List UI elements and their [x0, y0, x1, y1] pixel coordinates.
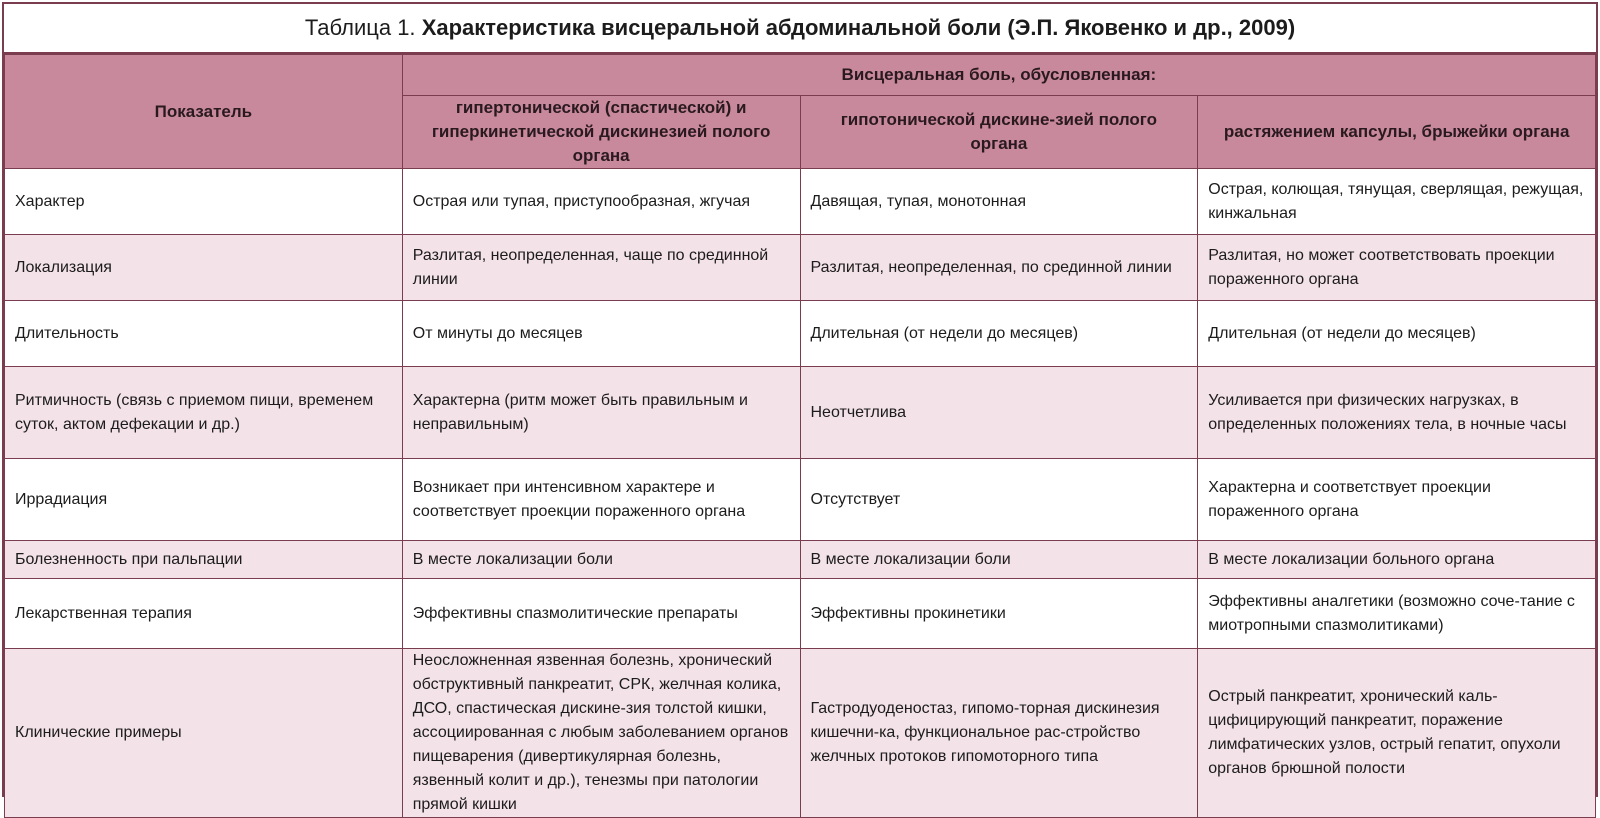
row-label: Характер [5, 169, 403, 235]
table-cell: Эффективны аналгетики (возможно соче-тание с миотропными спазмолитиками) [1198, 579, 1596, 649]
table-cell: В месте локализации больного органа [1198, 541, 1596, 579]
table-row [5, 235, 1596, 301]
table-row [5, 579, 1596, 649]
table-cell: В месте локализации боли [800, 541, 1198, 579]
table-cell: От минуты до месяцев [402, 301, 800, 367]
table-cell: Разлитая, неопределенная, по срединной линии [800, 235, 1198, 301]
table-row [5, 459, 1596, 541]
row-label: Иррадиация [5, 459, 403, 541]
table-cell: Отсутствует [800, 459, 1198, 541]
table-row [5, 649, 1596, 818]
table-cell: Разлитая, неопределенная, чаще по срединной линии [402, 235, 800, 301]
table-cell: Острый панкреатит, хронический каль-цифицирующий панкреатит, поражение лимфатических узлов, острый гепатит, опухоли органов брюшной полости [1198, 649, 1596, 818]
table-cell: Длительная (от недели до месяцев) [800, 301, 1198, 367]
table-cell: Длительная (от недели до месяцев) [1198, 301, 1596, 367]
header-col-capsule: растяжением капсулы, брыжейки органа [1198, 96, 1596, 169]
table-cell: Характерна (ритм может быть правильным и неправильным) [402, 367, 800, 459]
row-label: Ритмичность (связь с приемом пищи, временем суток, актом дефекации и др.) [5, 367, 403, 459]
row-label: Клинические примеры [5, 649, 403, 818]
table-cell: Возникает при интенсивном характере и соответствует проекции пораженного органа [402, 459, 800, 541]
header-col-hypotonic: гипотонической дискине-зией полого органа [800, 96, 1198, 169]
table-cell: Неотчетлива [800, 367, 1198, 459]
visceral-pain-table [4, 54, 1596, 818]
row-label: Болезненность при пальпации [5, 541, 403, 579]
table-number: Таблица 1. [304, 15, 416, 40]
table-row [5, 169, 1596, 235]
table-cell: Характерна и соответствует проекции пораженного органа [1198, 459, 1596, 541]
table-cell: Давящая, тупая, монотонная [800, 169, 1198, 235]
row-label: Локализация [5, 235, 403, 301]
table-cell: Неосложненная язвенная болезнь, хронический обструктивный панкреатит, СРК, желчная колика, ДСО, спастическая дискине-зия толстой кишки, ассоциированная с любым заболеванием органов пищеварения (дивертикулярная болезнь, язвенный колит и др.), тенезмы при патологии прямой кишки [402, 649, 800, 818]
table-caption: Характеристика висцеральной абдоминальной боли (Э.П. Яковенко и др., 2009) [421, 15, 1296, 40]
header-indicator: Показатель [5, 55, 403, 169]
table-row [5, 541, 1596, 579]
table-cell: Эффективны спазмолитические препараты [402, 579, 800, 649]
table-row [5, 367, 1596, 459]
table-cell: Разлитая, но может соответствовать проекции пораженного органа [1198, 235, 1596, 301]
table-cell: Эффективны прокинетики [800, 579, 1198, 649]
table-cell: Гастродуоденостаз, гипомо-торная дискинезия кишечни-ка, функциональное рас-стройство желчных протоков гипомоторного типа [800, 649, 1198, 818]
row-label: Длительность [5, 301, 403, 367]
table-cell: В месте локализации боли [402, 541, 800, 579]
row-label: Лекарственная терапия [5, 579, 403, 649]
table-cell: Острая, колющая, тянущая, сверлящая, режущая, кинжальная [1198, 169, 1596, 235]
table-cell: Усиливается при физических нагрузках, в определенных положениях тела, в ночные часы [1198, 367, 1596, 459]
table-frame [2, 2, 1598, 813]
table-cell: Острая или тупая, приступообразная, жгучая [402, 169, 800, 235]
table-row [5, 301, 1596, 367]
header-col-hypertonic: гипертонической (спастической) и гиперкинетической дискинезией полого органа [402, 96, 800, 169]
header-group: Висцеральная боль, обусловленная: [402, 55, 1595, 96]
table-title [4, 4, 1596, 54]
